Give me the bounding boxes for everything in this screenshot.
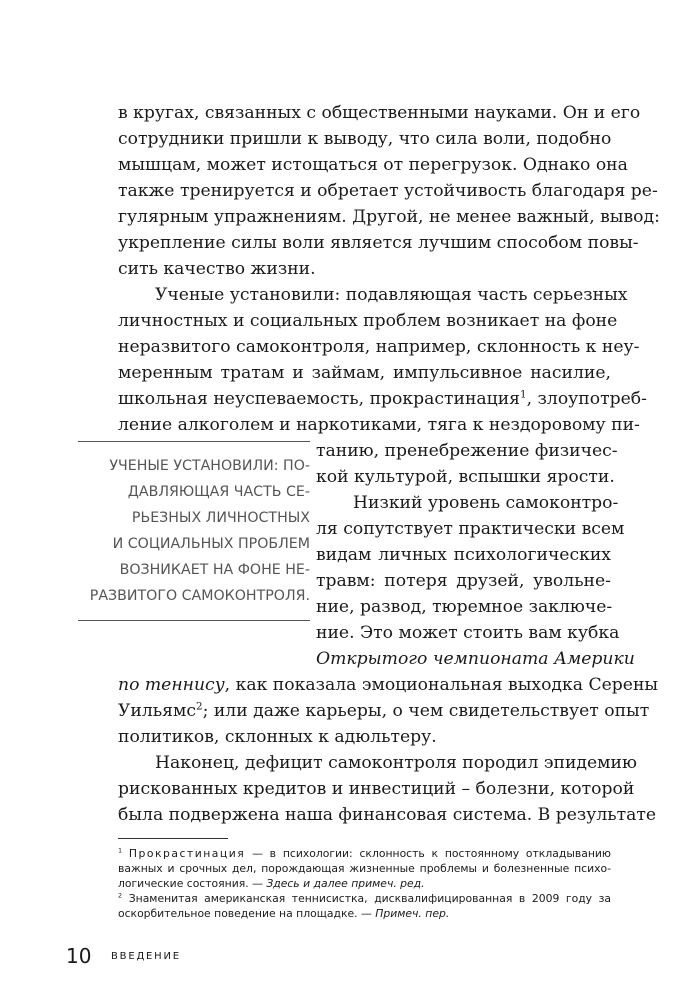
body-line: сить качество жизни. — [118, 259, 316, 279]
body-line: также тренируется и обретает устойчивость благодаря ре- — [118, 181, 658, 201]
body-line: кой культурой, вспышки ярости. — [316, 467, 615, 487]
pullquote-rule-top — [78, 441, 310, 442]
body-line: меренным тратам и займам, импульсивное насилие, — [118, 363, 611, 383]
body-line: Наконец, дефицит самоконтроля породил эпидемию — [155, 753, 637, 773]
footnote-term: Прокрастинация — [128, 847, 246, 860]
body-line: личностных и социальных проблем возникает на фоне — [118, 311, 618, 331]
body-line: ля сопутствует практически всем — [316, 519, 625, 539]
body-line: укрепление силы воли является лучшим способом повы- — [118, 233, 639, 253]
body-line: Ученые установили: подавляющая часть серьезных — [155, 285, 628, 305]
footnote-1-line: важных и срочных дел, порождающая жизненные проблемы и болезненные психо- — [118, 862, 611, 875]
footnote-text: оскорбительное поведение на площадке. — — [118, 907, 376, 920]
footnote-1-line — [118, 876, 611, 891]
body-line: мышцам, может истощаться от перегрузок. Однако она — [118, 155, 628, 175]
running-footer-section: ВВЕДЕНИЕ — [111, 951, 181, 962]
footnote-2-line — [118, 891, 611, 906]
body-line: в кругах, связанных с общественными науками. Он и его — [118, 103, 641, 123]
body-line: ление алкоголем и наркотиками, тяга к нездоровому пи- — [118, 415, 640, 435]
body-line: рискованных кредитов и инвестиций – болезни, которой — [118, 779, 635, 799]
body-text: , злоупотреб- — [526, 389, 647, 409]
pullquote-line: ДАВЛЯЮЩАЯ ЧАСТЬ СЕ- — [127, 484, 310, 500]
body-line: была подвержена наша финансовая система. В результате — [118, 805, 657, 825]
body-line: политиков, склонных к адюльтеру. — [118, 727, 437, 747]
pullquote-line: РАЗВИТОГО САМОКОНТРОЛЯ. — [89, 588, 310, 604]
footnote-number: 2 — [118, 891, 123, 900]
pullquote-rule-bottom — [78, 620, 310, 621]
body-line: неразвитого самоконтроля, например, склонность к неу- — [118, 337, 640, 357]
pullquote-line: РЬЕЗНЫХ ЛИЧНОСТНЫХ — [131, 510, 310, 526]
body-text: школьная неуспеваемость, прокрастинация — [118, 389, 521, 409]
footnote-note: Примеч. пер. — [375, 907, 450, 920]
body-line: гулярным упражнениям. Другой, не менее важный, вывод: — [118, 207, 660, 227]
footnote-number: 1 — [118, 846, 123, 855]
body-text-italic: Открытого — [316, 649, 428, 669]
body-text: Уильямс — [118, 701, 196, 721]
body-text-italic: чемпионата Америки — [432, 649, 635, 669]
body-line: сотрудники пришли к выводу, что сила воли, подобно — [118, 129, 612, 149]
footnote-text: логические состояния. — — [118, 877, 267, 890]
footnote-1-line — [118, 846, 611, 861]
body-line — [118, 699, 650, 723]
body-line — [118, 387, 647, 411]
body-text-italic: по теннису — [118, 675, 225, 695]
body-text: ; или даже карьеры, о чем свидетельствует опыт — [202, 701, 650, 721]
footnote-ref-2: 2 — [196, 700, 203, 713]
footnote-text: Знаменитая американская теннисистка, дисквалифицированная в 2009 году за — [122, 892, 611, 905]
body-line: ние. Это может стоить вам кубка — [316, 623, 620, 643]
pullquote-line: И СОЦИАЛЬНЫХ ПРОБЛЕМ — [112, 536, 310, 552]
footnote-text: — в психологии: склонность к постоянному откладыванию — [245, 847, 611, 860]
body-line: ние, развод, тюремное заключе- — [316, 597, 613, 617]
body-line — [118, 673, 659, 697]
footnote-note: Здесь и далее примеч. ред. — [266, 877, 425, 890]
body-line: танию, пренебрежение физичес- — [316, 441, 618, 461]
footnote-ref-1: 1 — [520, 388, 527, 401]
footnote-separator — [118, 838, 228, 839]
pullquote-line: ВОЗНИКАЕТ НА ФОНЕ НЕ- — [119, 562, 310, 578]
body-line: Низкий уровень самоконтро- — [353, 493, 619, 513]
page-number: 10 — [66, 944, 92, 968]
body-text: , как показала эмоциональная выходка Серены — [224, 675, 659, 695]
body-line — [316, 647, 635, 671]
footnote-2-line — [118, 906, 611, 921]
body-line: травм: потеря друзей, увольне- — [316, 571, 611, 591]
body-line: видам личных психологических — [316, 545, 611, 565]
pullquote-line: УЧЕНЫЕ УСТАНОВИЛИ: ПО- — [109, 458, 310, 474]
